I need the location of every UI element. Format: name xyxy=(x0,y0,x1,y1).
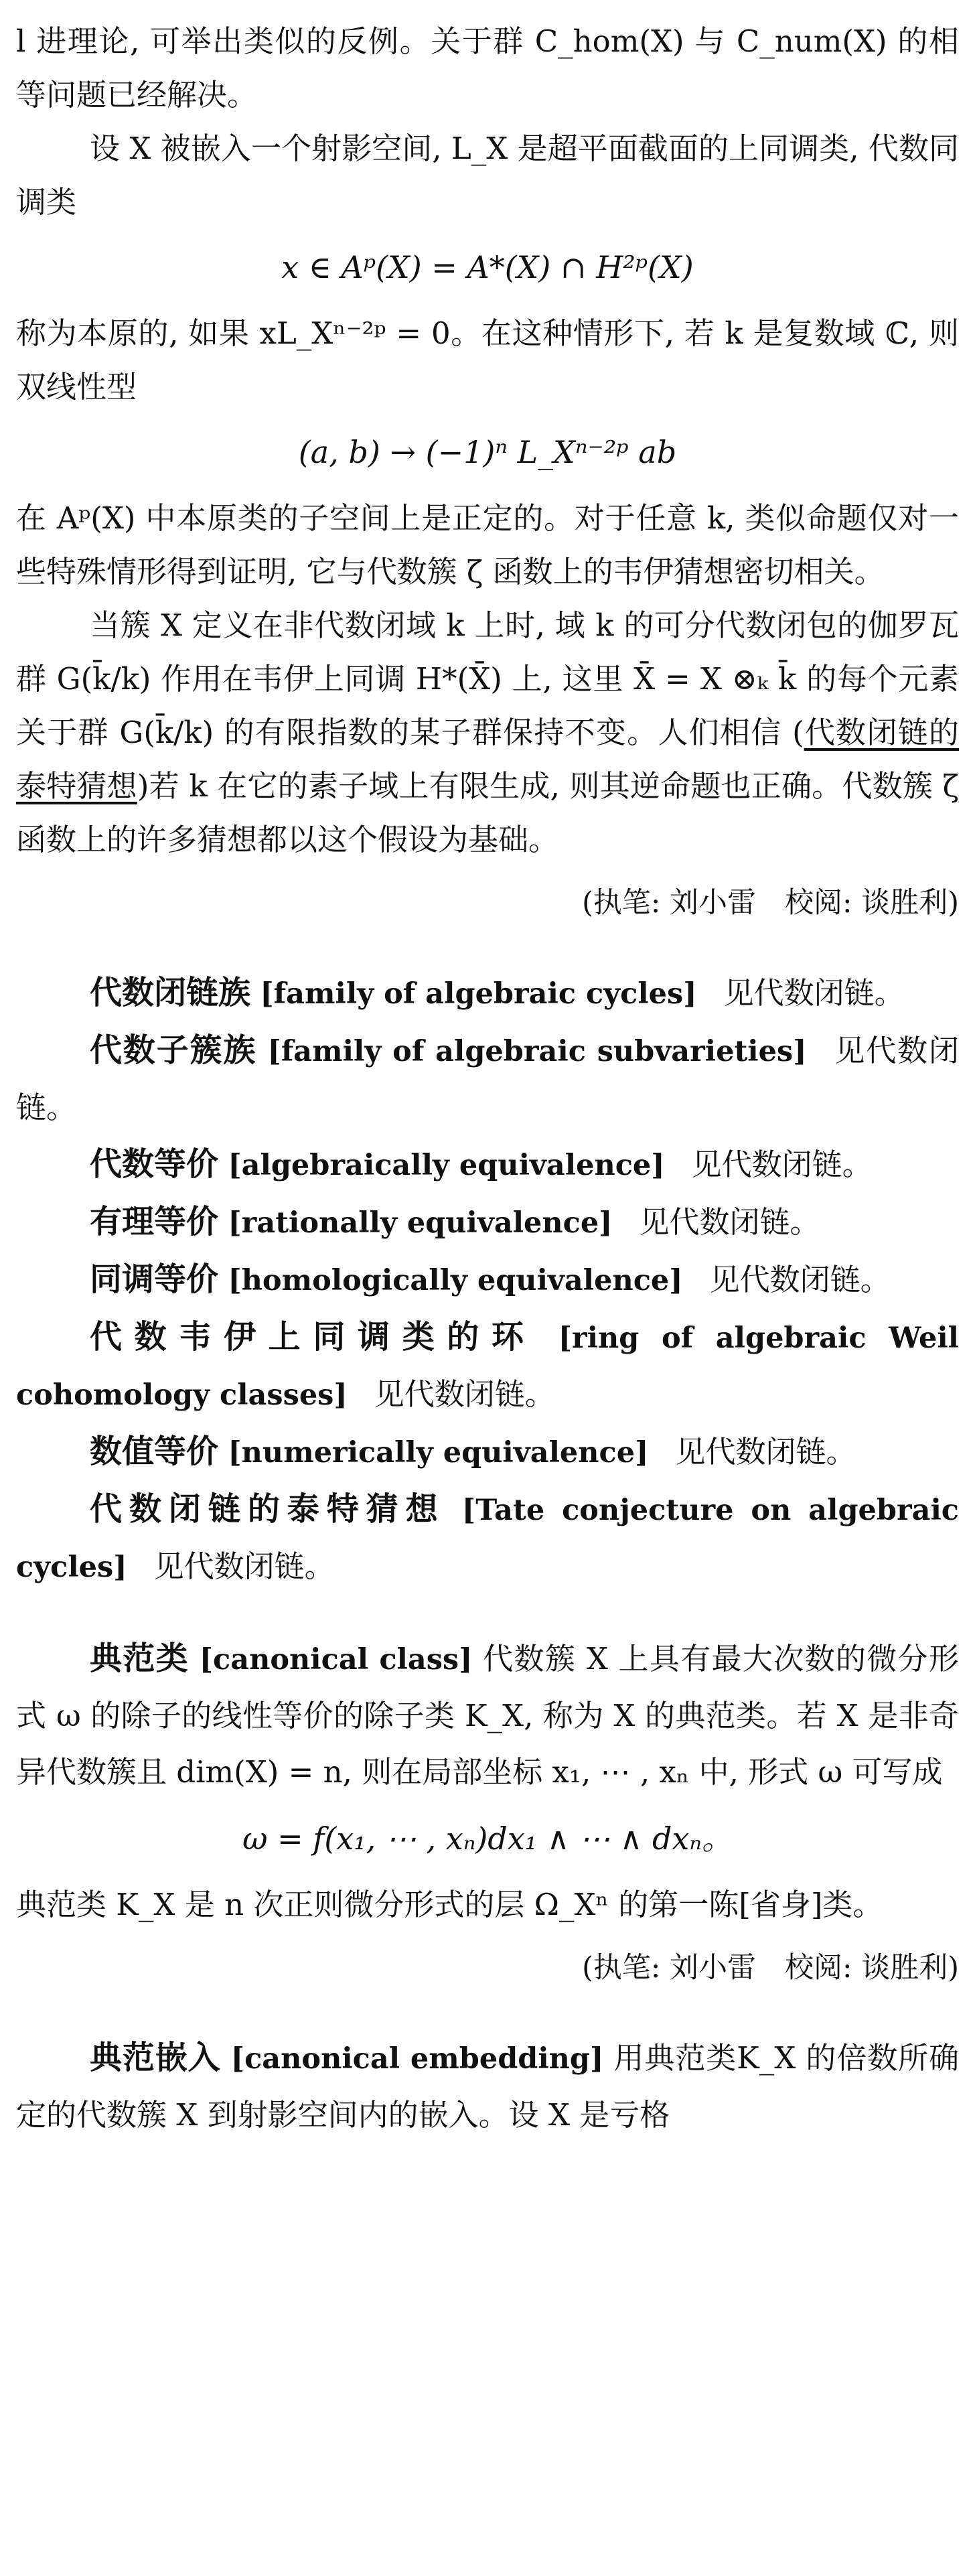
entry-list xyxy=(16,964,959,1595)
tate-conjecture-link[interactable]: 代数闭链的泰特猜想 xyxy=(16,715,959,804)
entry-algebraically-equivalence xyxy=(16,1136,959,1194)
entry-english: [algebraically equivalence] xyxy=(228,1149,665,1182)
equation-1: x ∈ Aᵖ(X) = A*(X) ∩ H²ᵖ(X) xyxy=(281,249,694,285)
entry-term: 数值等价 xyxy=(90,1433,219,1470)
entry-english: [family of algebraic subvarieties] xyxy=(267,1035,807,1068)
paragraph-5-start: 当簇 X 定义在非代数闭域 k 上时, 域 k 的可分代数闭包的伽罗瓦群 G(k̄/k) 作用在韦伊上同调 H*(X̄) 上, 这里 X̄ = X ⊗ₖ k̄ 的每个元素关于群 G(k̄/k) 的有限指数的某子群保持不变。人们相信 ( xyxy=(16,607,959,750)
entry-see-link[interactable]: 见代数闭链。 xyxy=(374,1376,555,1412)
paragraph-4: 在 Aᵖ(X) 中本原类的子空间上是正定的。对于任意 k, 类似命题仅对一些特殊情形得到证明, 它与代数簇 ζ 函数上的韦伊猜想密切相关。 xyxy=(16,500,959,589)
entry-see-link[interactable]: 见代数闭链。 xyxy=(723,975,905,1011)
canonical-class-equation: ω = f(x₁, ⋯ , xₙ)dx₁ ∧ ⋯ ∧ dxₙ。 xyxy=(242,1820,733,1857)
entry-english: [canonical embedding] xyxy=(230,2042,604,2076)
entry-see-link[interactable]: 见代数闭链。 xyxy=(153,1549,335,1584)
paragraph-1: l 进理论, 可举出类似的反例。关于群 C_hom(X) 与 C_num(X) 的相等问题已经解决。 xyxy=(16,23,959,113)
entry-tate-conjecture xyxy=(16,1481,959,1595)
entry-see-link[interactable]: 见代数闭链。 xyxy=(691,1147,873,1182)
entry-term: 代数闭链族 xyxy=(90,974,251,1011)
paragraph-5 xyxy=(16,599,959,867)
entry-term: 代数闭链的泰特猜想 xyxy=(90,1490,445,1528)
entry-canonical-class xyxy=(16,1630,959,1995)
equation-2: (a, b) → (−1)ⁿ L_Xⁿ⁻²ᵖ ab xyxy=(298,434,677,470)
paragraph-5-end: )若 k 在它的素子域上有限生成, 则其逆命题也正确。代数簇 ζ 函数上的许多猜想都以这个假设为基础。 xyxy=(16,768,959,857)
paragraph-3: 称为本原的, 如果 xL_Xⁿ⁻²ᵖ = 0。在这种情形下, 若 k 是复数域 ℂ, 则双线性型 xyxy=(16,315,959,405)
entry-english: [family of algebraic cycles] xyxy=(260,977,697,1011)
entry-family-of-algebraic-cycles xyxy=(16,964,959,1022)
entry-family-of-algebraic-subvarieties xyxy=(16,1022,959,1136)
entry-see-link[interactable]: 见代数闭链。 xyxy=(639,1204,820,1240)
entry-term: 同调等价 xyxy=(90,1261,219,1298)
entry-ring-of-weil-cohomology-classes xyxy=(16,1309,959,1423)
canonical-class-text: 代数簇 X 上具有最大次数的微分形式 ω 的除子的线性等价的除子类 K_X, 称为 X 的典范类。若 X 是非奇异代数簇且 dim(X) = n, 则在局部坐标 x₁, ⋯ , xₙ 中, 形式 ω 可写成 xyxy=(16,1641,959,1790)
section-gap xyxy=(16,1995,959,2029)
entry-english: [canonical class] xyxy=(199,1643,473,1676)
canonical-class-text-2: 典范类 K_X 是 n 次正则微分形式的层 Ω_Xⁿ 的第一陈[省身]类。 xyxy=(16,1887,883,1922)
entry-term: 典范类 xyxy=(90,1640,190,1677)
entry-see-link[interactable]: 见代数闭链。 xyxy=(709,1262,891,1297)
section-gap xyxy=(16,930,959,964)
entry-canonical-embedding xyxy=(16,2029,959,2143)
entry-term: 典范嵌入 xyxy=(90,2039,221,2076)
entry-see-link[interactable]: 见代数闭链。 xyxy=(675,1434,856,1470)
canonical-class-definition xyxy=(16,1630,959,1800)
canonical-embedding-text: 用典范类K_X 的倍数所确定的代数簇 X 到射影空间内的嵌入。设 X 是亏格 xyxy=(16,2040,959,2133)
section-gap xyxy=(16,1595,959,1630)
credit-line-2: (执笔: 刘小雷 校阅: 谈胜利) xyxy=(582,1951,959,1985)
entry-homologically-equivalence xyxy=(16,1251,959,1309)
entry-english: [rationally equivalence] xyxy=(228,1206,613,1240)
entry-english: [Tate conjecture on algebraic cycles] xyxy=(16,1494,959,1584)
entry-term: 代数子簇族 xyxy=(90,1031,257,1069)
entry-english: [numerically equivalence] xyxy=(228,1436,649,1470)
credit-line-1: (执笔: 刘小雷 校阅: 谈胜利) xyxy=(582,886,959,920)
entry-term: 有理等价 xyxy=(90,1203,219,1240)
entry-english: [ring of algebraic Weil cohomology classes] xyxy=(16,1321,959,1412)
paragraph-2: 设 X 被嵌入一个射影空间, L_X 是超平面截面的上同调类, 代数同调类 xyxy=(16,131,959,220)
entry-term: 代数韦伊上同调类的环 xyxy=(90,1318,536,1356)
entry-rationally-equivalence xyxy=(16,1194,959,1251)
entry-see-link[interactable]: 见代数闭链。 xyxy=(16,1033,959,1125)
entry-term: 代数等价 xyxy=(90,1145,219,1183)
entry-english: [homologically equivalence] xyxy=(228,1264,683,1297)
entry-numerically-equivalence xyxy=(16,1423,959,1481)
